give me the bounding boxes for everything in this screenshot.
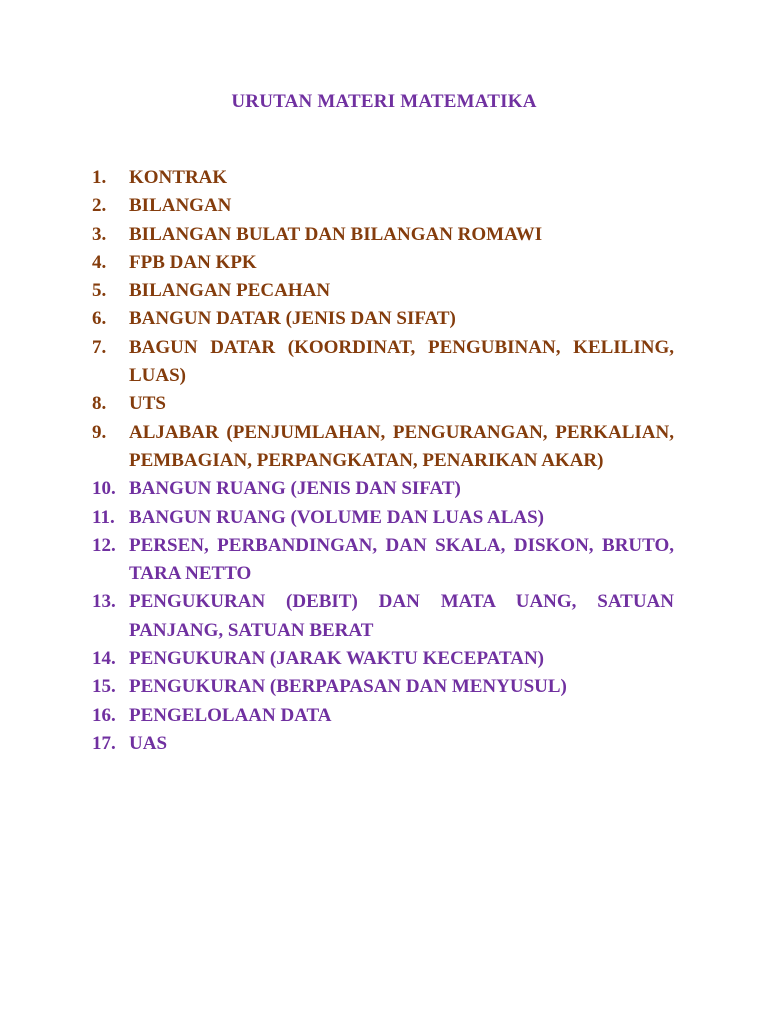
item-number: 3.	[92, 223, 107, 245]
item-number: 4.	[92, 251, 107, 273]
item-text: BANGUN RUANG (VOLUME DAN LUAS ALAS)	[129, 506, 545, 528]
item-text: ALJABAR (PENJUMLAHAN, PENGURANGAN, PERKALIAN, PEMBAGIAN, PERPANGKATAN, PENARIKAN AKAR)	[129, 421, 674, 471]
list-item	[92, 504, 674, 532]
item-number: 15.	[92, 676, 116, 698]
item-number: 9.	[92, 421, 107, 443]
item-number: 5.	[92, 280, 107, 302]
list-item	[92, 673, 674, 701]
item-number: 12.	[92, 534, 116, 556]
item-text: PERSEN, PERBANDINGAN, DAN SKALA, DISKON, BRUTO, TARA NETTO	[129, 534, 674, 585]
item-text: PENGUKURAN (DEBIT) DAN MATA UANG, SATUAN PANJANG, SATUAN BERAT	[129, 591, 674, 641]
item-number: 10.	[92, 478, 116, 500]
item-number: 11.	[92, 506, 115, 528]
list-item	[92, 730, 674, 758]
list-item	[92, 164, 674, 192]
list-item	[92, 305, 674, 333]
list-item	[92, 419, 674, 476]
item-text: PENGUKURAN (BERPAPASAN DAN MENYUSUL)	[129, 676, 567, 698]
item-number: 7.	[92, 336, 107, 358]
item-text: PENGUKURAN (JARAK WAKTU KECEPATAN)	[129, 648, 545, 670]
item-text: BILANGAN PECAHAN	[129, 280, 331, 302]
item-number: 1.	[92, 167, 107, 188]
item-text: PENGELOLAAN DATA	[129, 704, 332, 726]
item-text: UAS	[129, 732, 168, 754]
list-item	[92, 221, 674, 249]
materi-list	[92, 164, 674, 758]
list-item	[92, 702, 674, 730]
item-number: 13.	[92, 591, 116, 613]
item-text: UTS	[129, 393, 166, 415]
item-number: 6.	[92, 308, 107, 330]
item-number: 16.	[92, 704, 116, 726]
item-number: 8.	[92, 393, 107, 415]
item-number: 14.	[92, 648, 116, 670]
list-item	[92, 249, 674, 277]
list-item	[92, 192, 674, 220]
item-text: BILANGAN BULAT DAN BILANGAN ROMAWI	[129, 223, 543, 245]
item-text: BANGUN RUANG (JENIS DAN SIFAT)	[129, 478, 461, 500]
item-text: FPB DAN KPK	[129, 251, 257, 273]
list-item	[92, 645, 674, 673]
document-title: URUTAN MATERI MATEMATIKA	[231, 91, 537, 112]
item-text: KONTRAK	[129, 167, 228, 188]
list-item	[92, 390, 674, 418]
item-text: BILANGAN	[129, 195, 232, 217]
item-text: BANGUN DATAR (JENIS DAN SIFAT)	[129, 308, 456, 330]
list-item	[92, 277, 674, 305]
item-number: 2.	[92, 195, 107, 217]
list-item	[92, 475, 674, 503]
item-text: BAGUN DATAR (KOORDINAT, PENGUBINAN, KELILING, LUAS)	[129, 336, 674, 387]
list-item	[92, 532, 674, 589]
list-item	[92, 588, 674, 645]
list-item	[92, 334, 674, 391]
item-number: 17.	[92, 732, 116, 754]
